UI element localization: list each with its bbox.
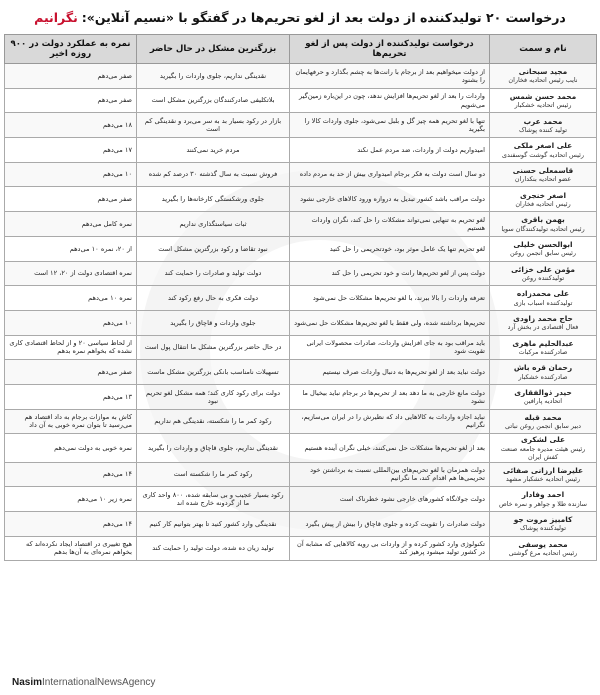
table-row: [5, 487, 597, 512]
person-role: نایب رئیس اتحادیه فخاران: [508, 76, 578, 85]
cell-score: از ۲۰، نمره ۱۰ می‌دهم: [5, 236, 137, 261]
cell-score: ۱۷ می‌دهم: [5, 138, 137, 163]
person-name: محمد حسن شمس: [509, 91, 577, 101]
person-role: رئیس اتحادیه فخاران: [515, 199, 571, 208]
cell-problem: نقدینگی نداریم، جلوی قاچاق و واردات را بگیرید: [137, 434, 290, 462]
cell-problem: رکود کمر ما را شکسته است: [137, 462, 290, 487]
person-name: محمد قبله: [524, 412, 562, 422]
cell-request: تنها با لغو تحریم همه چیز گل و بلبل نمی‌شود، جلوی واردات کالا را بگیرید: [290, 113, 490, 138]
cell-request: دولت پس از لغو تحریم‌ها رانت و خود تحریمی را حل کند: [290, 261, 490, 286]
person-name: علی اصغر ملکی: [513, 141, 573, 151]
cell-score: نمره ۱۰ می‌دهم: [5, 286, 137, 311]
cell-problem: مردم خرید نمی‌کنند: [137, 138, 290, 163]
person-name: محمد یوسفی: [518, 539, 568, 549]
producers-table: [4, 34, 597, 561]
cell-name: [490, 162, 597, 187]
cell-name: [490, 434, 597, 462]
cell-name: [490, 212, 597, 237]
table-row: [5, 286, 597, 311]
cell-problem: دولت تولید و صادرات را حمایت کند: [137, 261, 290, 286]
cell-problem: بازار در رکود بسیار بد به سر می‌برد و نقدینگی کم است: [137, 113, 290, 138]
cell-score: صفر می‌دهم: [5, 360, 137, 385]
person-role: تولید کننده پوشاک: [518, 125, 568, 134]
title-highlight: نگرانیم: [34, 9, 78, 25]
person-name: رحمان قره باش: [513, 363, 573, 373]
cell-problem: دولت برای رکود کاری کند؛ همه مشکل لغو تحریم نبود: [137, 384, 290, 409]
table-row: [5, 511, 597, 536]
person-name: علی لشکری: [520, 435, 566, 445]
person-name: ابوالحسن خلیلی: [513, 240, 573, 250]
cell-name: [490, 511, 597, 536]
person-name: عبدالحلیم ماهری: [512, 338, 574, 348]
table-row: [5, 536, 597, 561]
cell-score: ۱۰ می‌دهم: [5, 310, 137, 335]
table-row: [5, 236, 597, 261]
cell-name: [490, 113, 597, 138]
person-role: دبیر سابق انجمن روغن نباتی: [505, 422, 581, 431]
person-name: حاج محمد زاودی: [513, 314, 573, 324]
cell-problem: جلوی واردات و قاچاق را بگیرید: [137, 310, 290, 335]
person-role: عضو اتحادیه بنکداران: [514, 175, 572, 184]
cell-request: دولت مانع خارجی به ما دهد بعد از تحریم‌ها در برجام نباید بیخیال ما نشود: [290, 384, 490, 409]
table-row: [5, 310, 597, 335]
person-role: تولیدکننده روغن: [521, 273, 565, 282]
cell-problem: رکود کمر ما را شکسته، نقدینگی هم نداریم: [137, 409, 290, 434]
cell-request: دولت صادرات را تقویت کرده و جلوی قاچاق را بیش از پیش بگیرد: [290, 511, 490, 536]
cell-problem: نقدینگی نداریم، جلوی واردات را بگیرید: [137, 64, 290, 89]
table-row: [5, 212, 597, 237]
cell-problem: دولت فکری به حال رفع رکود کند: [137, 286, 290, 311]
cell-name: [490, 487, 597, 512]
table-row: [5, 409, 597, 434]
cell-score: نمره اقتصادی دولت از ۲۰، ۱۲ است: [5, 261, 137, 286]
person-name: اصغر خنجری: [519, 190, 567, 200]
cell-name: [490, 462, 597, 487]
table-row: [5, 261, 597, 286]
person-role: اتحادیه پارافین: [523, 397, 563, 406]
person-name: مؤمن علی خزائی: [511, 264, 575, 274]
footer: [4, 672, 596, 694]
table-row: [5, 384, 597, 409]
person-role: رئیس اتحادیه مرغ گوشتی: [508, 549, 578, 558]
cell-score: ۱۳ می‌دهم: [5, 384, 137, 409]
person-role: صادرکننده خشکبار: [518, 372, 568, 381]
cell-problem: تولید زیان ده شده، دولت تولید را حمایت کند: [137, 536, 290, 561]
cell-request: دو سال است دولت به فکر برجام امیدواری بیش از حد به مردم داده: [290, 162, 490, 187]
table-row: [5, 360, 597, 385]
cell-name: [490, 384, 597, 409]
logo-rest: InternationalNewsAgency: [42, 677, 156, 688]
cell-problem: فروش نسبت به سال گذشته ۳۰ درصد کم شده: [137, 162, 290, 187]
cell-name: [490, 536, 597, 561]
cell-request: دولت نباید بعد از لغو تحریم‌ها به دنبال واردات صرف نیستیم: [290, 360, 490, 385]
person-role: رئیس اتحادیه خشکبار مشهد: [505, 475, 581, 484]
cell-request: تحریم‌ها برداشته شده، ولی فقط با لغو تحریم‌ها مشکلات حل نمی‌شود: [290, 310, 490, 335]
person-role: رئیس سابق انجمن روغن: [509, 249, 577, 258]
cell-problem: نبود تقاضا و رکود بزرگترین مشکل است: [137, 236, 290, 261]
title-main: درخواست ۲۰ تولیدکننده از دولت بعد از لغو تحریم‌ها در گفتگو با «نسیم آنلاین»:: [81, 9, 566, 25]
person-role: رئیس اتحادیه تولیدکنندگان سویا: [501, 224, 585, 233]
person-name: احمد وفادار: [521, 490, 565, 500]
cell-request: باید مراقب بود به جای افزایش واردات، صادرات محصولات ایرانی تقویت شود: [290, 335, 490, 360]
person-role: صادرکننده مرکبات: [518, 348, 568, 357]
person-role: تولیدکننده اسباب بازی: [513, 298, 573, 307]
cell-score: نمره زیر ۱۰ می‌دهم: [5, 487, 137, 512]
cell-score: ۱۴ می‌دهم: [5, 511, 137, 536]
header-name: نام و سمت: [490, 35, 597, 64]
cell-request: نباید اجازه واردات به کالاهایی داد که نظیرش را در ایران می‌سازیم، نگرانیم: [290, 409, 490, 434]
cell-name: [490, 138, 597, 163]
cell-score: ۱۸ می‌دهم: [5, 113, 137, 138]
person-name: مجید سبحانی: [518, 67, 568, 77]
cell-name: [490, 187, 597, 212]
person-name: علیرضا ارزانی صفائی: [502, 465, 584, 475]
person-role: رئیس هیئت مدیره جامعه صنعت کفش ایران: [500, 444, 586, 461]
table-row: [5, 113, 597, 138]
table-row: [5, 162, 597, 187]
person-name: محمد عرب: [523, 116, 563, 126]
cell-score: صفر می‌دهم: [5, 64, 137, 89]
cell-score: نمره خوبی به دولت نمی‌دهم: [5, 434, 137, 462]
table-row: [5, 64, 597, 89]
cell-request: از دولت میخواهیم بعد از برجام با رانت‌ها به چشم بگذارد و حرفهایمان را بشنود: [290, 64, 490, 89]
header-problem: بزرگترین مشکل در حال حاضر: [137, 35, 290, 64]
cell-problem: تسهیلات نامناسب بانکی بزرگترین مشکل ماست: [137, 360, 290, 385]
header-request: درخواست تولیدکننده از دولت پس از لغو تحریم‌ها: [290, 35, 490, 64]
cell-name: [490, 360, 597, 385]
cell-request: تعرفه واردات را بالا ببرند، با لغو تحریم‌ها مشکلات حل نمی‌شود: [290, 286, 490, 311]
table-row: [5, 187, 597, 212]
cell-problem: بلاتکلیفی صادرکنندگان بزرگترین مشکل است: [137, 88, 290, 113]
cell-request: امیدواریم دولت از واردات، ضد مردم عمل نکند: [290, 138, 490, 163]
cell-request: تکنولوژی وارد کشور کرده و از واردات بی رویه کالاهایی که مشابه آن در کشور تولید میشود پرهیز کند: [290, 536, 490, 561]
cell-request: دولت جولانگاه کشورهای خارجی نشود خطرناک است: [290, 487, 490, 512]
cell-name: [490, 64, 597, 89]
person-role: فعال اقتصادی در بخش آرد: [507, 323, 579, 332]
person-name: علی محمدزاده: [516, 289, 570, 299]
cell-request: دولت همزمان با لغو تحریم‌های بین‌المللی نسبت به برداشتن خود تحریمی‌ها هم اقدام کند، ما نگرانیم: [290, 462, 490, 487]
person-name: حیدر ذوالفقاری: [514, 388, 572, 398]
cell-score: نمره کامل می‌دهم: [5, 212, 137, 237]
person-name: کامبیز مروت جو: [513, 515, 573, 525]
cell-name: [490, 236, 597, 261]
person-role: رئیس اتحادیه گوشت گوسفندی: [502, 150, 584, 159]
cell-problem: جلوی ورشکستگی کارخانه‌ها را بگیرید: [137, 187, 290, 212]
cell-score: صفر می‌دهم: [5, 88, 137, 113]
cell-score: ۱۰ می‌دهم: [5, 162, 137, 187]
cell-score: ۱۴ می‌دهم: [5, 462, 137, 487]
cell-name: [490, 335, 597, 360]
cell-request: لغو تحریم به تنهایی نمی‌تواند مشکلات را حل کند، نگران واردات هستیم: [290, 212, 490, 237]
cell-request: بعد از لغو تحریم‌ها مشکلات حل نمی‌کنند، خیلی نگران آینده هستیم: [290, 434, 490, 462]
cell-score: از لحاظ سیاسی ۲۰ و از لحاظ اقتصادی کاری نشده که بخواهم نمره بدهم: [5, 335, 137, 360]
cell-name: [490, 409, 597, 434]
person-role: سازنده طلا و جواهر و نمره خاص: [498, 499, 588, 508]
cell-score: صفر می‌دهم: [5, 187, 137, 212]
person-role: تولیدکننده پوشاک: [519, 524, 567, 533]
cell-name: [490, 286, 597, 311]
table-header-row: [5, 35, 597, 64]
cell-request: دولت مراقب باشد کشور تبدیل به دروازه ورود کالاهای خارجی نشود: [290, 187, 490, 212]
table-row: [5, 335, 597, 360]
cell-problem: نقدینگی وارد کشور کنید تا بهتر بتوانیم کار کنیم: [137, 511, 290, 536]
logo-bold: Nasim: [12, 677, 43, 688]
person-name: بهمن باقری: [521, 215, 565, 225]
cell-name: [490, 261, 597, 286]
person-name: قاسمعلی حسنی: [512, 165, 574, 175]
table-row: [5, 138, 597, 163]
header-score: نمره به عملکرد دولت در ۹۰۰ روزه اخیر: [5, 35, 137, 64]
cell-problem: ثبات سیاستگذاری نداریم: [137, 212, 290, 237]
cell-score: هیچ تغییری در اقتصاد ایجاد نکرده‌اند که بخواهم نمره‌ای به آن‌ها بدهم: [5, 536, 137, 561]
cell-problem: رکود بسیار عجیب و بی سابقه شده، ۸۰۰ واحد کاری ما از گردونه خارج شده اند: [137, 487, 290, 512]
cell-score: کاش به موازات برجام به داد اقتصاد هم می‌رسید تا بتوان نمره خوبی به آن داد: [5, 409, 137, 434]
agency-logo: [12, 677, 155, 688]
cell-request: واردات را بعد از لغو تحریم‌ها افزایش ندهد، چون در این‌باره زمین‌گیر می‌شویم: [290, 88, 490, 113]
table-row: [5, 88, 597, 113]
page-title: [0, 0, 600, 34]
cell-request: لغو تحریم تنها یک عامل موثر بود، خودتحریمی را حل کنید: [290, 236, 490, 261]
cell-name: [490, 310, 597, 335]
table-row: [5, 462, 597, 487]
table-body: [5, 64, 597, 561]
table-row: [5, 434, 597, 462]
person-role: رئیس اتحادیه خشکبار: [514, 101, 572, 110]
cell-name: [490, 88, 597, 113]
cell-problem: در حال حاضر بزرگترین مشکل ما انتقال پول است: [137, 335, 290, 360]
